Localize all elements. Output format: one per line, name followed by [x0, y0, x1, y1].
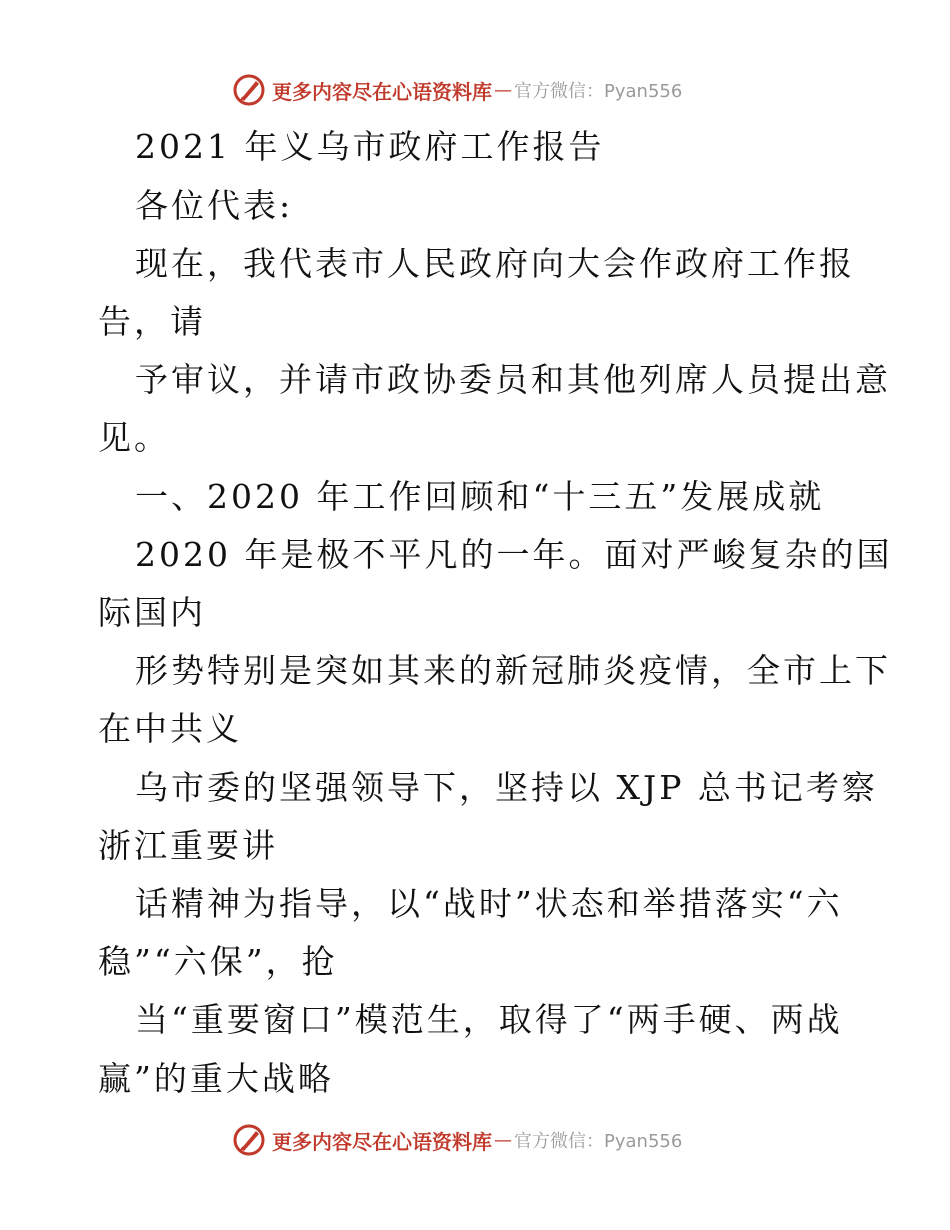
text-line: 赢”的重大战略: [98, 1059, 334, 1098]
text-line: 予审议，并请市政协委员和其他列席人员提出意: [135, 360, 891, 399]
text-line: 见。: [98, 418, 170, 457]
text-line: 在中共义: [98, 709, 242, 748]
text-line: 当“重要窗口”模范生，取得了“两手硬、两战: [135, 1000, 843, 1039]
text-line: 各位代表:: [135, 186, 294, 225]
text-line: 话精神为指导，以“战时”状态和举措落实“六: [135, 884, 843, 923]
text-line: 2020 年是极不平凡的一年。面对严峻复杂的国: [135, 535, 893, 574]
watermark-sub-text: 官方微信：Pyan556: [514, 81, 683, 102]
text-line: 稳”“六保”，抢: [98, 942, 338, 981]
watermark-dash: —: [494, 79, 512, 101]
document-title: 2021 年义乌市政府工作报告: [135, 127, 605, 166]
text-line: 形势特别是突如其来的新冠肺炎疫情，全市上下: [135, 651, 891, 690]
text-line: 际国内: [98, 593, 206, 632]
text-line: 现在，我代表市人民政府向大会作政府工作报: [135, 244, 855, 283]
section-heading: 一、2020 年工作回顾和“十三五”发展成就: [135, 477, 825, 516]
watermark-sub-text: 官方微信：Pyan556: [514, 1131, 683, 1152]
quill-pen-logo-icon: [232, 1123, 266, 1157]
watermark-banner-bottom: [232, 1122, 732, 1158]
watermark-dash: —: [494, 1129, 512, 1151]
watermark-main-text: 更多内容尽在心语资料库: [272, 1129, 492, 1154]
quill-pen-logo-icon: [232, 73, 266, 107]
watermark-main-text: 更多内容尽在心语资料库: [272, 79, 492, 104]
watermark-banner-top: [232, 72, 732, 108]
text-line: 告，请: [98, 302, 206, 341]
text-line: 浙江重要讲: [98, 826, 278, 865]
text-line: 乌市委的坚强领导下，坚持以 XJP 总书记考察: [135, 768, 878, 807]
